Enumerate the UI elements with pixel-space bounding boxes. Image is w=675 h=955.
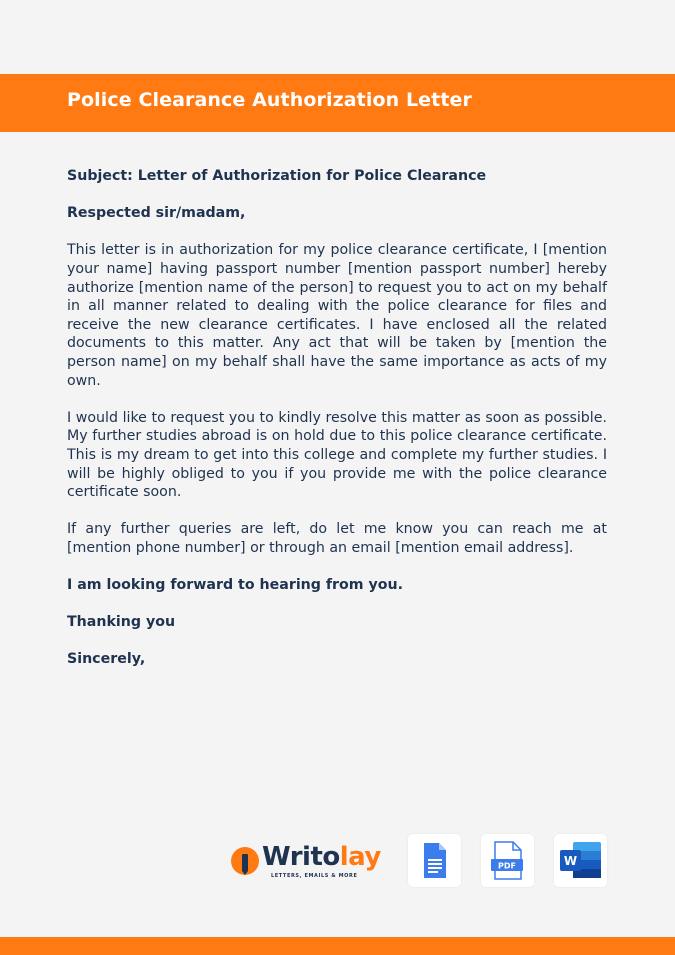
- logo-wordmark: Writolay: [262, 842, 381, 872]
- word-label: W: [563, 854, 578, 868]
- letter-salutation: Respected sir/madam,: [67, 205, 246, 222]
- pdf-file-icon: [481, 834, 534, 887]
- google-docs-download-button[interactable]: [408, 834, 461, 887]
- page-title: Police Clearance Authorization Letter: [67, 89, 472, 111]
- pdf-label: PDF: [498, 861, 516, 871]
- footer-bar: [0, 937, 675, 955]
- letter-paragraph: This letter is in authorization for my police clearance certificate, I [mention your name] having passport number [mention passport number] hereby authorize [mention name of the person] to request you to act on my behalf in all manner related to dealing with the police clearance for files and receive the new clearance certificates. I have enclosed all the related documents to this matter. Any act that will be taken by [mention the person name] on my behalf shall have the same importance as acts of my own.: [67, 242, 607, 389]
- letter-body: [67, 167, 607, 688]
- letter-paragraph: I would like to request you to kindly resolve this matter as soon as possible. My further studies abroad is on hold due to this police clearance certificate. This is my dream to get into this college and complete my further studies. I will be highly obliged to you if you provide me with the police clearance certificate soon.: [67, 409, 607, 501]
- word-download-button[interactable]: [554, 834, 607, 887]
- pdf-download-button[interactable]: [481, 834, 534, 887]
- letter-closing-line: I am looking forward to hearing from you.: [67, 577, 403, 594]
- ms-word-icon: [554, 834, 607, 887]
- pencil-icon: [242, 854, 248, 871]
- letter-subject: Subject: Letter of Authorization for Police Clearance: [67, 168, 487, 184]
- google-docs-icon: [408, 834, 461, 887]
- writolay-logo[interactable]: [229, 842, 384, 882]
- letter-signoff: Sincerely,: [67, 651, 146, 668]
- logo-tagline: LETTERS, EMAILS & MORE: [271, 873, 358, 879]
- letter-paragraph: If any further queries are left, do let me know you can reach me at [mention phone number] or through an email [mention email address].: [67, 521, 607, 556]
- letter-thanks: Thanking you: [67, 614, 176, 631]
